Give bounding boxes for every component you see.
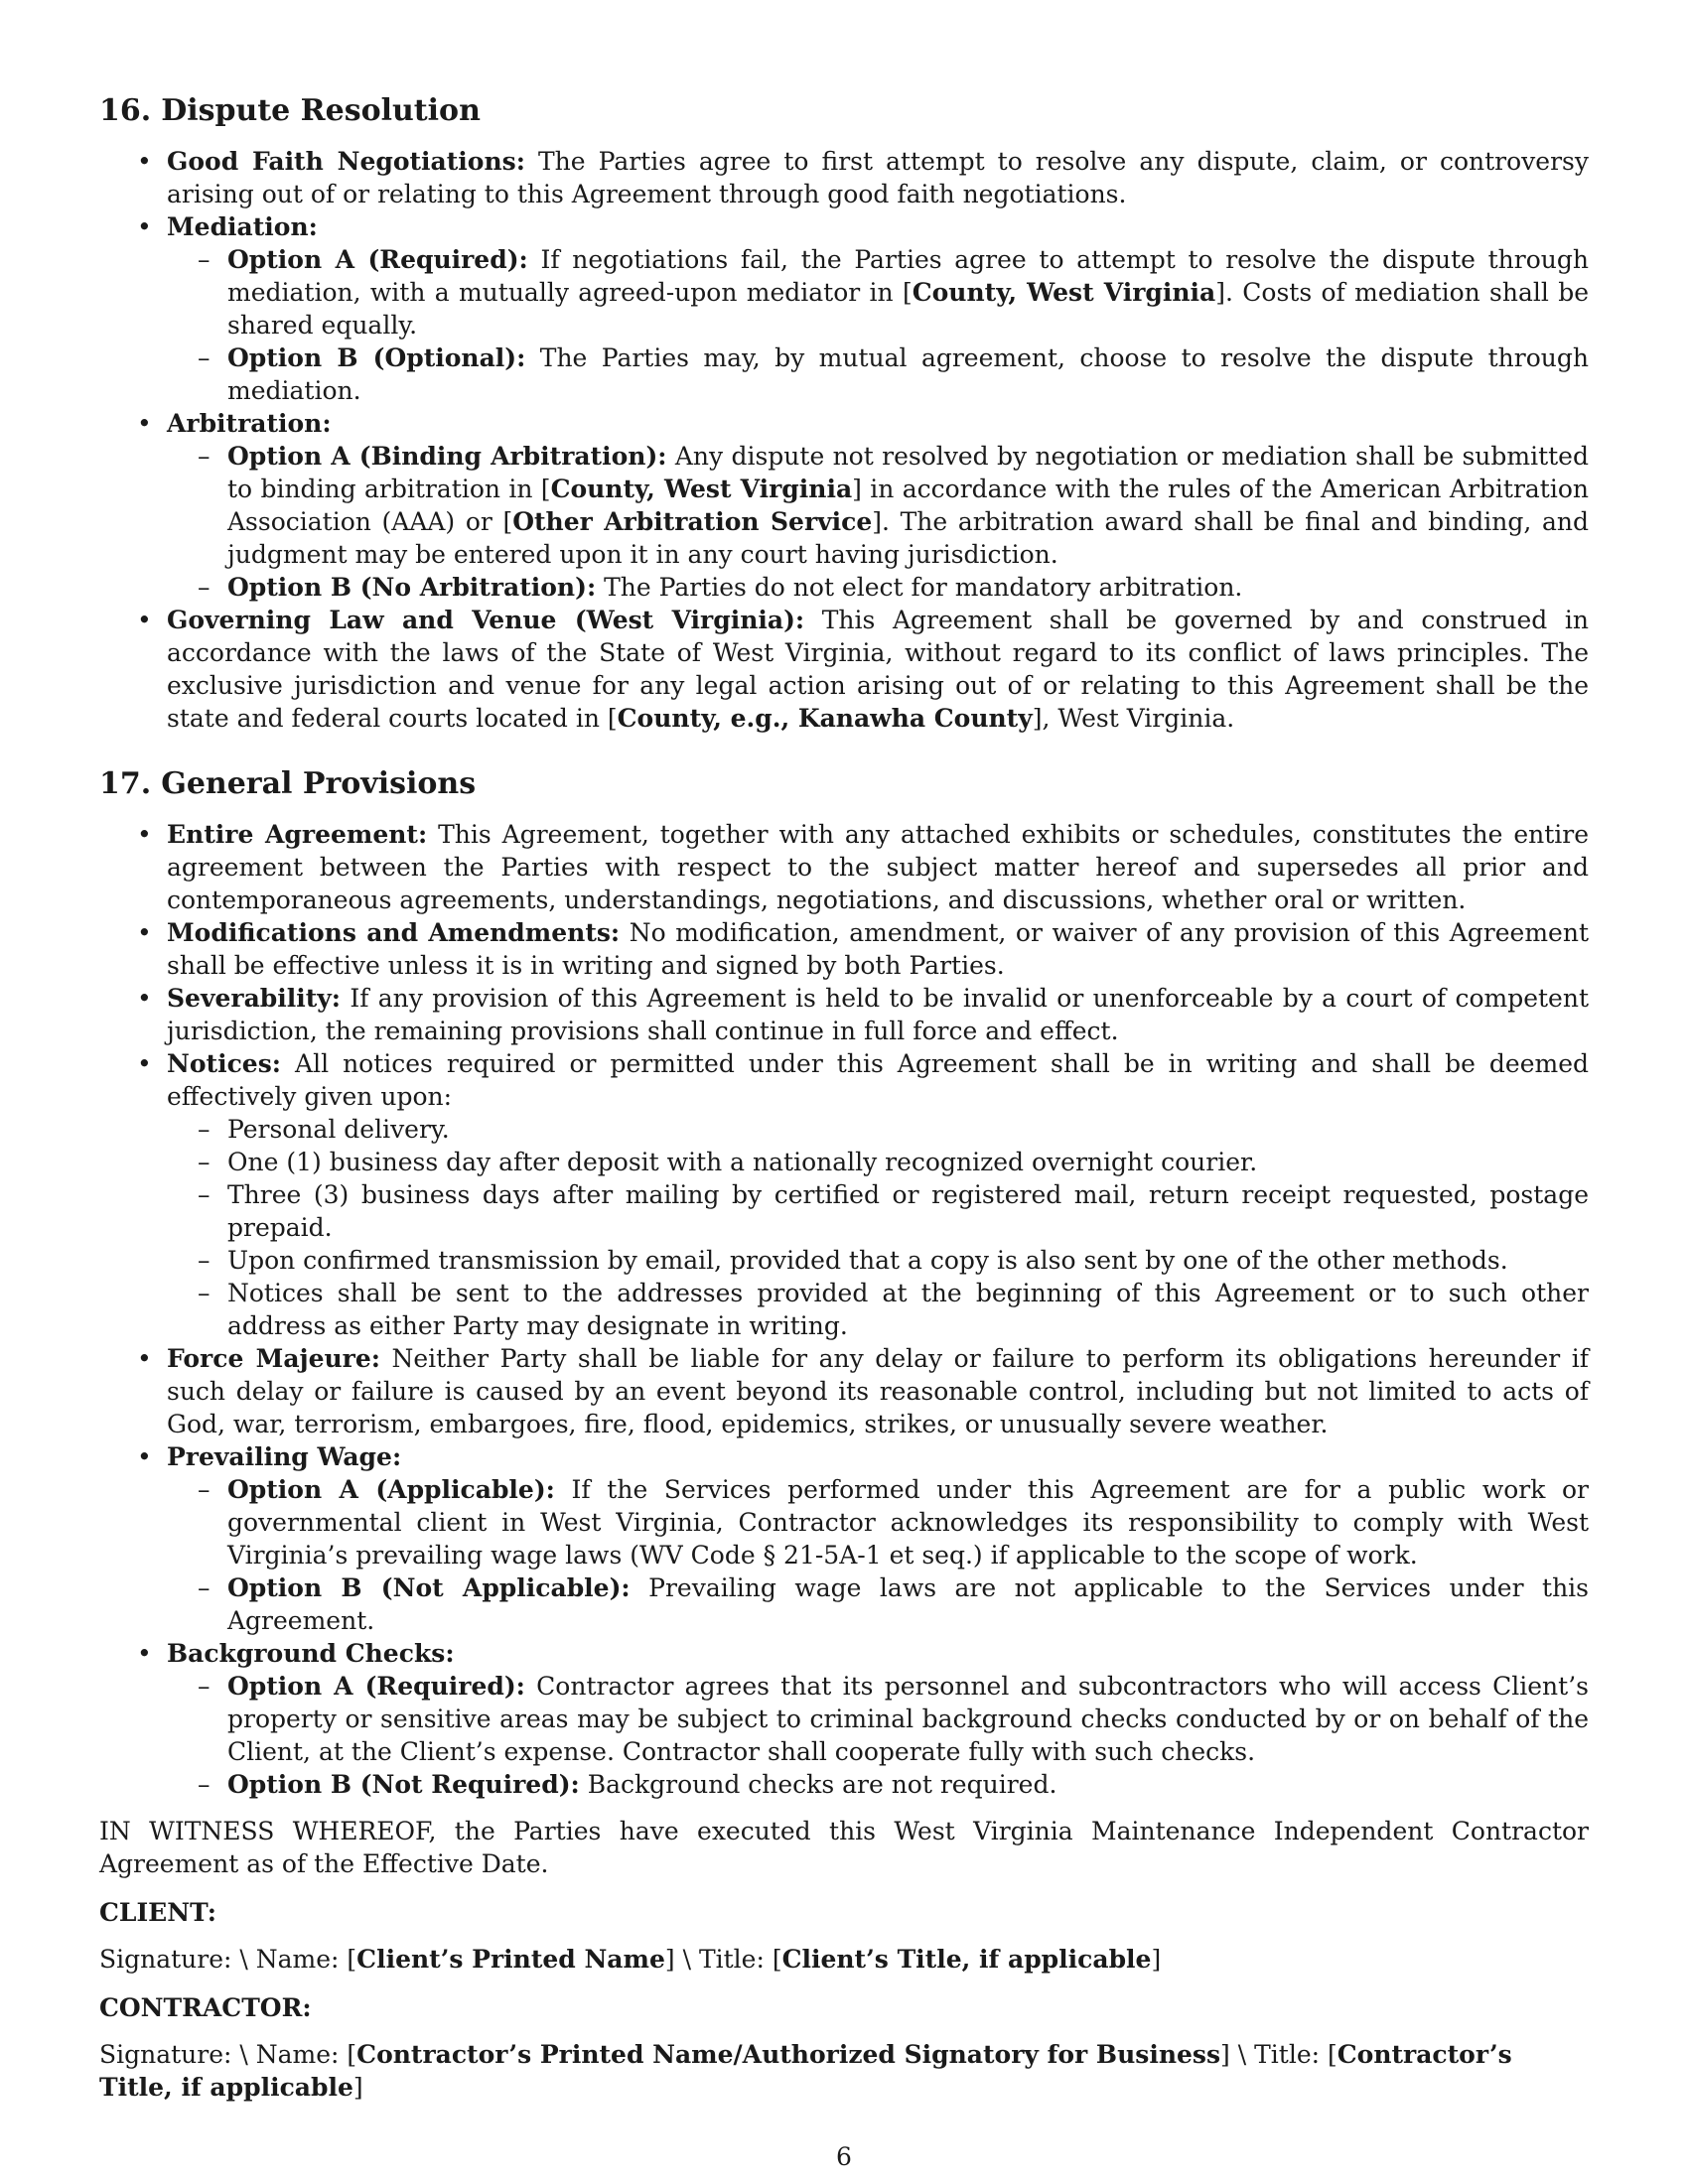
section-title: General Provisions [161, 766, 477, 801]
signature-text: Signature: \ Name: [ [99, 2040, 357, 2069]
arbitration-options [167, 440, 1589, 604]
list-item: – Upon confirmed transmission by email, provided that a copy is also sent by one of the other methods. [227, 1244, 1589, 1277]
mediation-options [167, 243, 1589, 407]
signature-text: Signature: \ Name: [ [99, 1945, 357, 1974]
placeholder-field: County, West Virginia [912, 278, 1216, 307]
wage-options [167, 1473, 1589, 1637]
list-item-notices [167, 1047, 1589, 1342]
option-a [227, 1670, 1589, 1768]
list-item: – Notices shall be sent to the addresses provided at the beginning of this Agreement or to such other address as either Party may designate in writing. [227, 1277, 1589, 1342]
option-text: Background checks are not required. [579, 1770, 1057, 1799]
option-text: ]. Costs of mediation shall be shared equally. [227, 278, 1589, 340]
term-text: The Parties agree to first attempt to resolve any dispute, claim, or controversy arising out of or relating to this Agreement through good faith negotiations. [167, 147, 1590, 208]
list-item-mediation [167, 210, 1589, 407]
placeholder-field: Client’s Printed Name [356, 1945, 665, 1974]
witness-clause: IN WITNESS WHEREOF, the Parties have executed this West Virginia Maintenance Independent Contractor Agreement as of the Effective Date. [99, 1817, 1589, 1878]
term-label: Notices: [167, 1049, 282, 1078]
option-label: Option B (Optional): [227, 343, 526, 372]
section-number: 17. [99, 766, 152, 801]
signature-text: ] [352, 2073, 363, 2102]
option-b [227, 1571, 1589, 1637]
term-text: Neither Party shall be liable for any delay or failure to perform its obligations hereunder if such delay or failure is caused by an event beyond its reasonable control, including but not limited to acts of God, war, terrorism, embargoes, fire, flood, epidemics, strikes, or unusually severe weather. [167, 1344, 1589, 1438]
option-b [227, 1768, 1589, 1801]
signature-text: ] \ Title: [ [664, 1945, 782, 1974]
signature-text: ] [1151, 1945, 1162, 1974]
option-b [227, 571, 1589, 604]
placeholder-field: County, e.g., Kanawha County [617, 704, 1033, 733]
option-text: If the Services performed under this Agreement are for a public work or governmental client in West Virginia, Contractor acknowledges its responsibility to comply with West Virginia’s prevailing wage laws (WV Code § 21-5A-1 et seq.) if applicable to the scope of work. [227, 1475, 1590, 1570]
background-options [167, 1670, 1589, 1801]
placeholder-field: Contractor’s Title, if applicable [99, 2040, 1512, 2102]
section-16-heading [99, 91, 1589, 131]
list-item-force-majeure [167, 1342, 1589, 1440]
section-17-heading [99, 764, 1589, 804]
list-item-prevailing-wage [167, 1440, 1589, 1637]
option-label: Option A (Required): [227, 245, 528, 274]
option-a [227, 440, 1589, 571]
page-number: 6 [836, 2142, 852, 2171]
option-label: Option B (No Arbitration): [227, 573, 597, 602]
option-label: Option A (Binding Arbitration): [227, 442, 667, 471]
contractor-signature-block [99, 2038, 1589, 2104]
signature-text: ] \ Title: [ [1220, 2040, 1337, 2069]
term-label: Prevailing Wage: [167, 1442, 402, 1471]
placeholder-field: County, West Virginia [550, 475, 853, 503]
term-label: Arbitration: [167, 409, 332, 438]
option-text: Contractor agrees that its personnel and subcontractors who will access Client’s property or sensitive areas may be subject to criminal background checks conducted by or on behalf of the Client, at the Client’s expense. Contractor shall cooperate fully with such checks. [227, 1672, 1589, 1766]
option-text: Any dispute not resolved by negotiation or mediation shall be submitted to binding arbitration in [ [227, 442, 1589, 503]
option-text: If negotiations fail, the Parties agree to attempt to resolve the dispute through mediation, with a mutually agreed-upon mediator in [ [227, 245, 1589, 307]
option-text: Prevailing wage laws are not applicable to the Services under this Agreement. [227, 1573, 1590, 1635]
contractor-heading: CONTRACTOR: [99, 1993, 312, 2022]
term-text: All notices required or permitted under this Agreement shall be in writing and shall be deemed effectively given upon: [167, 1049, 1589, 1111]
option-text: ] in accordance with the rules of the American Arbitration Association (AAA) or [ [227, 475, 1589, 536]
list-item-background-checks [167, 1637, 1589, 1801]
option-a [227, 243, 1589, 341]
client-heading: CLIENT: [99, 1898, 217, 1927]
dispute-resolution-list [99, 145, 1589, 735]
placeholder-field: Client’s Title, if applicable [781, 1945, 1152, 1974]
option-label: Option B (Not Applicable): [227, 1573, 631, 1602]
term-text: If any provision of this Agreement is held to be invalid or unenforceable by a court of competent jurisdiction, the remaining provisions shall continue in full force and effect. [167, 984, 1589, 1045]
list-item-entire-agreement [167, 818, 1589, 916]
term-label: Mediation: [167, 212, 318, 241]
option-label: Option A (Required): [227, 1672, 525, 1701]
option-text: ]. The arbitration award shall be final and binding, and judgment may be entered upon it in any court having jurisdiction. [227, 507, 1589, 569]
list-item-severability [167, 982, 1589, 1047]
option-a [227, 1473, 1589, 1571]
term-label: Good Faith Negotiations: [167, 147, 525, 176]
term-text: No modification, amendment, or waiver of any provision of this Agreement shall be effective unless it is in writing and signed by both Parties. [167, 918, 1589, 980]
option-text: The Parties may, by mutual agreement, choose to resolve the dispute through mediation. [227, 343, 1589, 405]
term-label: Force Majeure: [167, 1344, 380, 1373]
term-label: Background Checks: [167, 1639, 455, 1668]
list-item-arbitration [167, 407, 1589, 604]
general-provisions-list [99, 818, 1589, 1801]
list-item: – Three (3) business days after mailing by certified or registered mail, return receipt requested, postage prepaid. [227, 1178, 1589, 1244]
term-label: Severability: [167, 984, 342, 1013]
list-item-good-faith [167, 145, 1589, 210]
document-page [99, 91, 1589, 2119]
option-text: The Parties do not elect for mandatory arbitration. [596, 573, 1243, 602]
list-item: – One (1) business day after deposit with a nationally recognized overnight courier. [227, 1146, 1589, 1178]
term-label: Entire Agreement: [167, 820, 428, 849]
term-text: This Agreement, together with any attached exhibits or schedules, constitutes the entire agreement between the Parties with respect to the subject matter hereof and supersedes all prior and contemporaneous agreements, understandings, negotiations, and discussions, whether oral or written. [167, 820, 1589, 914]
list-item-modifications [167, 916, 1589, 982]
option-b [227, 341, 1589, 407]
notice-methods [167, 1113, 1589, 1342]
placeholder-field: Other Arbitration Service [512, 507, 873, 536]
term-label: Governing Law and Venue (West Virginia): [167, 606, 805, 634]
term-text: This Agreement shall be governed by and construed in accordance with the laws of the State of West Virginia, without regard to its conflict of laws principles. The exclusive jurisdiction and venue for any legal action arising out of or relating to this Agreement shall be the state and federal courts located in [ [167, 606, 1589, 733]
placeholder-field: Contractor’s Printed Name/Authorized Signatory for Business [356, 2040, 1221, 2069]
option-label: Option B (Not Required): [227, 1770, 580, 1799]
section-title: Dispute Resolution [161, 93, 481, 128]
term-label: Modifications and Amendments: [167, 918, 621, 947]
term-text: ], West Virginia. [1032, 704, 1235, 733]
option-label: Option A (Applicable): [227, 1475, 555, 1504]
client-signature-block [99, 1943, 1589, 1976]
list-item: – Personal delivery. [227, 1113, 1589, 1146]
section-number: 16. [99, 93, 152, 128]
list-item-governing-law [167, 604, 1589, 735]
